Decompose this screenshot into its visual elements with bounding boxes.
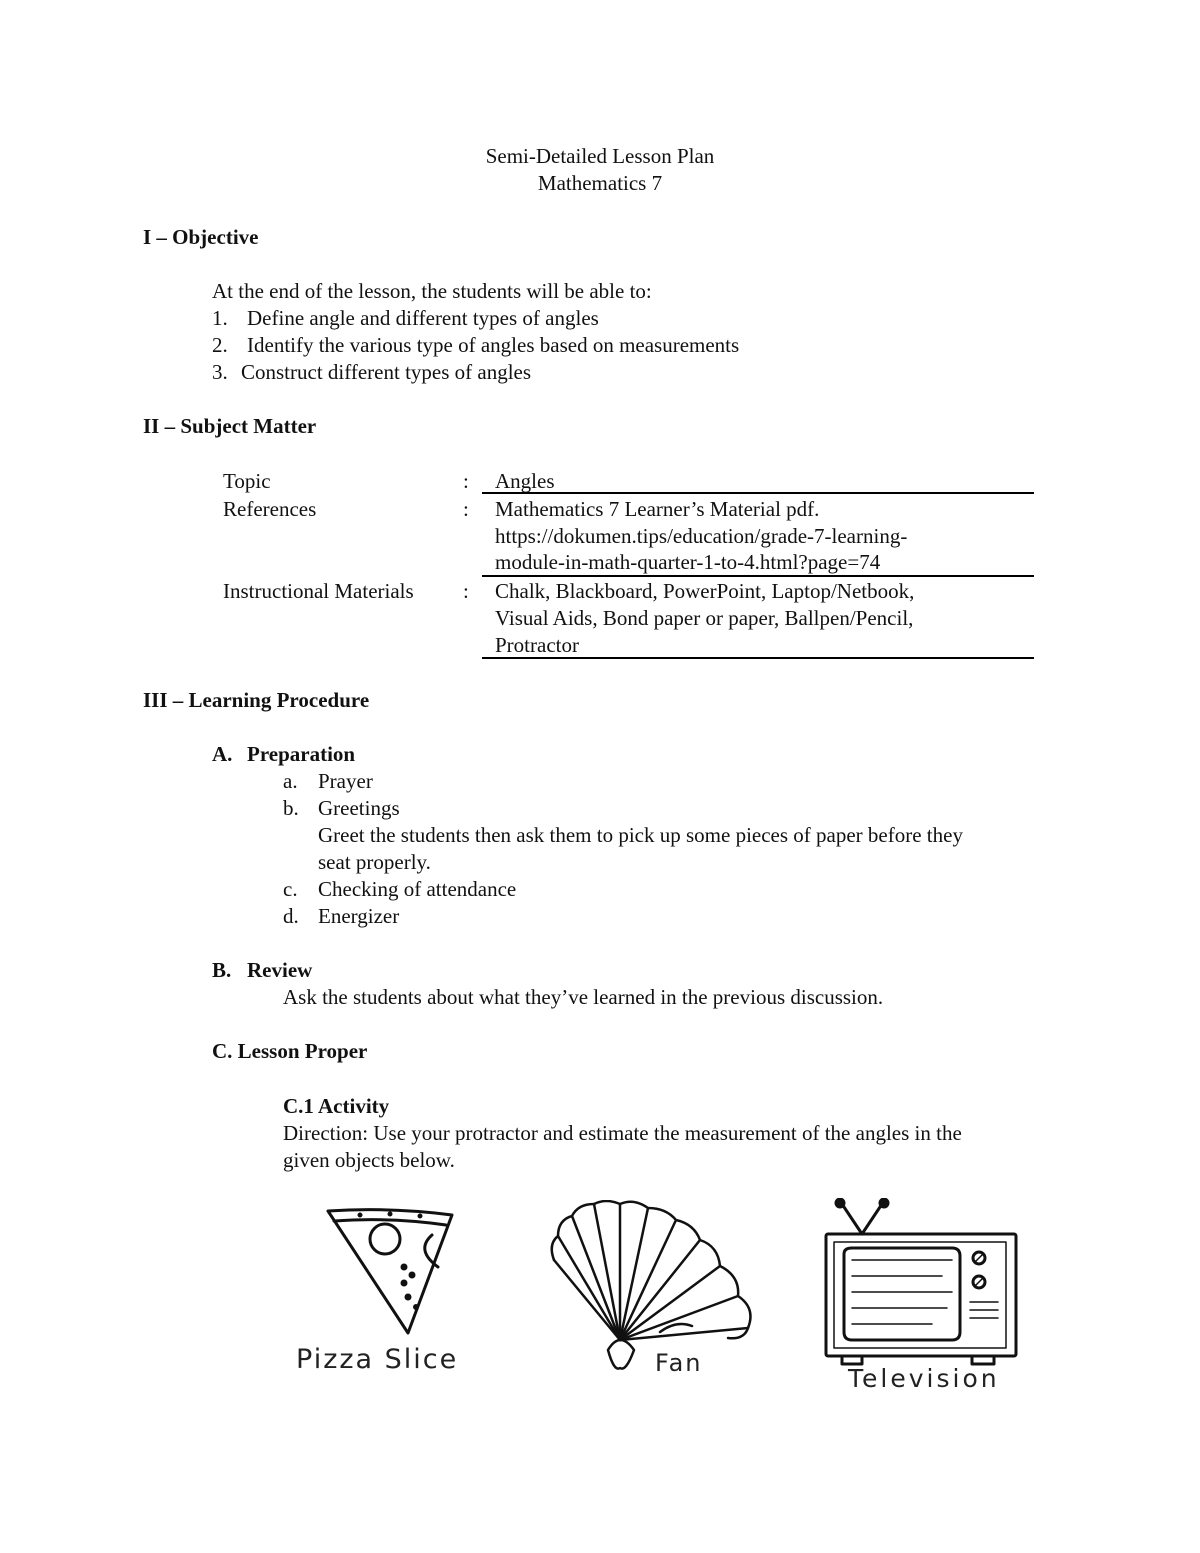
lesson-proper-title: C. Lesson Proper <box>212 1039 368 1063</box>
preparation-letter: A. <box>212 742 233 766</box>
pizza-slice-sketch-icon <box>320 1205 460 1340</box>
review-letter: B. <box>212 958 232 982</box>
television-sketch-icon <box>822 1198 1022 1368</box>
table-divider <box>482 492 1034 494</box>
document-subject: Mathematics 7 <box>537 171 663 195</box>
subject-matter-heading: II – Subject Matter <box>143 414 317 438</box>
review-title: Review <box>247 958 313 982</box>
materials-label: Instructional Materials <box>223 579 414 603</box>
activity-direction: given objects below. <box>283 1148 455 1172</box>
preparation-item-letter: d. <box>283 904 299 928</box>
pizza-slice-caption: Pizza Slice <box>296 1344 459 1375</box>
objective-item-text: Define angle and different types of angles <box>247 306 599 330</box>
preparation-title: Preparation <box>247 742 356 766</box>
references-separator: : <box>463 497 469 521</box>
preparation-item-text: Prayer <box>318 769 373 793</box>
objective-heading: I – Objective <box>143 225 259 249</box>
activity-direction: Direction: Use your protractor and estimate the measurement of the angles in the <box>283 1121 962 1145</box>
preparation-item-letter: b. <box>283 796 299 820</box>
references-url[interactable]: https://dokumen.tips/education/grade-7-learning- <box>495 524 908 548</box>
television-caption: Television <box>848 1364 1000 1393</box>
fan-caption: Fan <box>655 1349 703 1377</box>
activity-title: C.1 Activity <box>283 1094 390 1118</box>
objective-item-text: Identify the various type of angles based on measurements <box>247 333 740 357</box>
preparation-item-text: Greetings <box>318 796 400 820</box>
materials-value: Chalk, Blackboard, PowerPoint, Laptop/Netbook, <box>495 579 915 603</box>
topic-value: Angles <box>495 469 555 493</box>
materials-separator: : <box>463 579 469 603</box>
document-title: Semi-Detailed Lesson Plan <box>485 144 715 168</box>
objective-item-number: 3. <box>212 360 228 384</box>
objective-item-number: 1. <box>212 306 228 330</box>
table-divider <box>482 575 1034 577</box>
materials-value: Protractor <box>495 633 579 657</box>
references-label: References <box>223 497 317 521</box>
objective-item-text: Construct different types of angles <box>241 360 532 384</box>
review-text: Ask the students about what they’ve learned in the previous discussion. <box>283 985 884 1009</box>
preparation-item-letter: c. <box>283 877 298 901</box>
objective-intro: At the end of the lesson, the students will be able to: <box>212 279 652 303</box>
fan-sketch-icon <box>548 1200 758 1375</box>
topic-separator: : <box>463 469 469 493</box>
preparation-item-letter: a. <box>283 769 298 793</box>
objective-item-number: 2. <box>212 333 228 357</box>
procedure-heading: III – Learning Procedure <box>143 688 370 712</box>
references-value: Mathematics 7 Learner’s Material pdf. <box>495 497 820 521</box>
preparation-item-text: Checking of attendance <box>318 877 517 901</box>
greetings-detail: seat properly. <box>318 850 431 874</box>
topic-label: Topic <box>223 469 271 493</box>
greetings-detail: Greet the students then ask them to pick up some pieces of paper before they <box>318 823 963 847</box>
table-divider <box>482 657 1034 659</box>
materials-value: Visual Aids, Bond paper or paper, Ballpen/Pencil, <box>495 606 914 630</box>
references-url[interactable]: module-in-math-quarter-1-to-4.html?page=74 <box>495 550 881 574</box>
preparation-item-text: Energizer <box>318 904 400 928</box>
